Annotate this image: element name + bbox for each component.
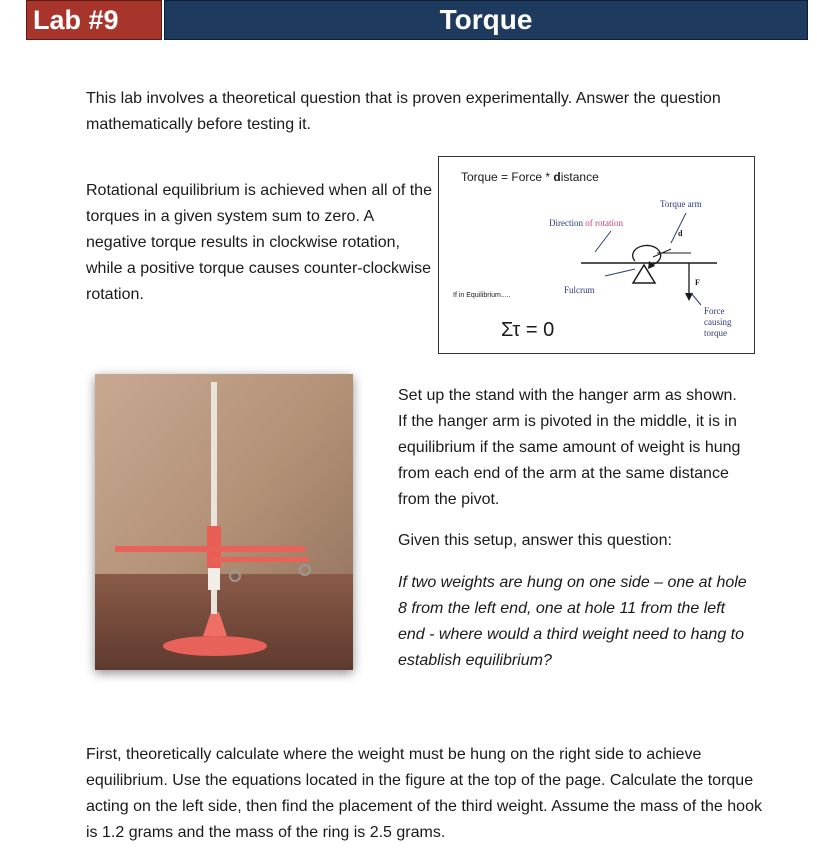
apparatus-photo (95, 374, 353, 670)
rotation-arrowhead (648, 261, 655, 269)
lab-number-badge: Lab #9 (26, 0, 162, 40)
torque-equation: Torque = Force * distance (461, 170, 599, 184)
page-header (26, 0, 808, 40)
torque-arm-label: Torque arm (660, 199, 702, 209)
given-setup-paragraph: Given this setup, answer this question: (398, 532, 672, 549)
hanger-arm-lower (213, 557, 309, 562)
rotational-equilibrium-paragraph: Rotational equilibrium is achieved when all of the torques in a given system sum to zero. A negative torque results in clockwise rotation, while a positive torque causes counter-clockwise rotation. (86, 182, 432, 303)
torque-diagram (438, 156, 755, 354)
lab-question: If two weights are hung on one side – one at hole 8 from the left end, one at hole 11 from the left end - where would a third weight need to hang to establish equilibrium? (398, 574, 747, 669)
torque-diagram-svg (439, 157, 754, 353)
force-label-line1: Force (704, 306, 725, 316)
force-label-line2: causing (704, 317, 732, 327)
sum-of-torques-equation: Στ = 0 (501, 319, 555, 341)
stand-base (163, 636, 267, 656)
apparatus-photo-svg (95, 374, 353, 670)
rotation-pointer (595, 231, 611, 252)
fulcrum-pointer (605, 269, 635, 276)
d-label: d (678, 229, 683, 238)
force-pointer (691, 293, 701, 305)
page-title: Torque (164, 0, 808, 40)
intro-paragraph: This lab involves a theoretical question that is proven experimentally. Answer the question mathematically before testing it. (86, 90, 721, 133)
force-label-line3: torque (704, 328, 727, 338)
direction-of-rotation-label: Direction of rotation (549, 218, 623, 228)
f-label: F (695, 278, 700, 287)
hanger-arm-upper (115, 546, 305, 552)
fulcrum-triangle (633, 265, 655, 283)
equilibrium-note: If in Equilibrium..... (453, 292, 511, 299)
torque-arm-pointer (671, 213, 686, 243)
fulcrum-label: Fulcrum (564, 285, 595, 295)
instructions-paragraph: First, theoretically calculate where the weight must be hung on the right side to achieve equilibrium. Use the equations located in the figure at the top of the page. Calculate the torque acting on the left side, then find the placement of the third weight. Assume the mass of the hook is 1.2 grams and the mass of the ring is 2.5 grams. (86, 746, 762, 841)
setup-paragraph: Set up the stand with the hanger arm as shown. If the hanger arm is pivoted in the middle, it is in equilibrium if the same amount of weight is hung from each end of the arm at the same distance from the pivot. (398, 387, 741, 508)
